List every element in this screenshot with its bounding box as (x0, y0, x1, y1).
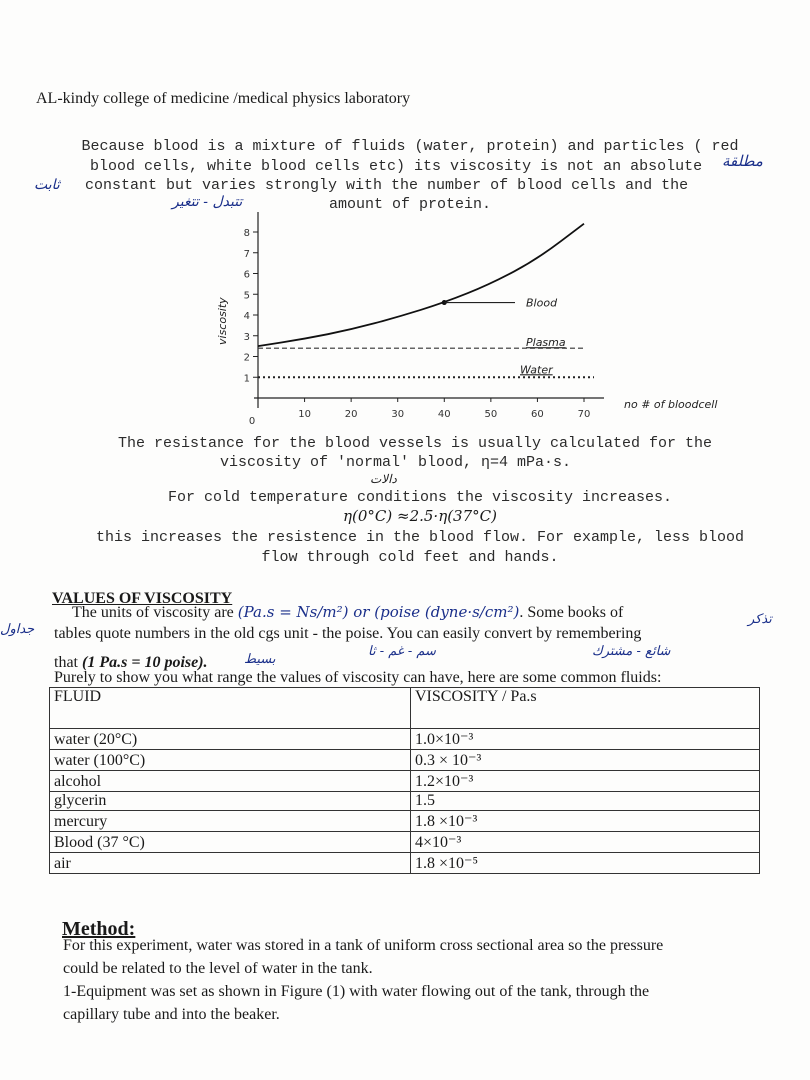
units-handwritten: (Pa.s = Ns/m²) or (poise (dyne·s/cm²) (237, 603, 520, 621)
fluid-cell: water (20°C) (50, 729, 411, 750)
table-row (50, 729, 760, 750)
cold-line-1: For cold temperature conditions the viscosity increases. (167, 489, 673, 506)
cold-line-2: this increases the resistence in the blood flow. For example, less blood (95, 529, 745, 546)
x-tick-label: 30 (391, 409, 405, 420)
method-line-2: could be related to the level of water in the tank. (63, 960, 373, 977)
series-label-plasma: Plasma (526, 336, 566, 350)
y-axis-label: viscosity (216, 297, 229, 345)
units-suffix: . Some books of (519, 604, 624, 621)
note-simple: بسيط (244, 652, 276, 667)
note-absolute: مطلقة (722, 152, 763, 170)
viscosity-chart (200, 206, 810, 436)
values-line-2: tables quote numbers in the old cgs unit - the poise. You can easily convert by remembering (54, 625, 642, 642)
method-line-4: capillary tube and into the beaker. (63, 1006, 280, 1023)
series-line-blood (258, 224, 584, 346)
resistance-line-2: viscosity of 'normal' blood, η=4 mPa·s. (220, 454, 572, 471)
fluid-cell: Blood (37 °C) (50, 832, 411, 853)
x-axis-label: no # of bloodcell (624, 398, 718, 411)
series-label-water: Water (520, 363, 553, 377)
intro-line-4: amount of protein. (328, 196, 492, 213)
viscosity-cell: 1.5 (411, 792, 760, 811)
table-row (50, 792, 760, 811)
method-line-1: For this experiment, water was stored in a tank of uniform cross sectional area so the pressure (63, 937, 664, 954)
table-row (50, 811, 760, 832)
series-label-blood: Blood (526, 296, 558, 310)
x-tick-label: 40 (437, 409, 451, 420)
x-origin-label: 0 (248, 416, 256, 427)
y-tick-label: 8 (243, 228, 250, 239)
table-row (50, 853, 760, 874)
cold-formula: η(0°C) ≈2.5·η(37°C) (343, 507, 497, 525)
x-tick-label: 70 (577, 409, 591, 420)
y-tick-label: 5 (243, 290, 250, 302)
fluid-cell: water (100°C) (50, 750, 411, 771)
x-tick-label: 20 (344, 409, 358, 420)
resistance-line-1: The resistance for the blood vessels is usually calculated for the (117, 435, 713, 452)
method-line-3: 1-Equipment was set as shown in Figure (1) with water flowing out of the tank, through the (63, 983, 650, 1000)
y-tick-label: 2 (243, 352, 250, 364)
table-header-fluid: FLUID (50, 688, 411, 729)
x-tick-label: 10 (298, 409, 311, 420)
viscosity-cell: 1.8 ×10⁻⁵ (411, 853, 760, 874)
note-tables: جداول (0, 622, 35, 637)
fluid-cell: mercury (50, 811, 411, 832)
x-tick-label: 60 (531, 409, 544, 420)
y-tick-label: 6 (243, 269, 250, 281)
note-functions: دالات (370, 472, 397, 486)
intro-line-2: blood cells, white blood cells etc) its viscosity is not an absolute (90, 158, 703, 175)
viscosity-cell: 4×10⁻³ (411, 832, 760, 853)
page-header: AL-kindy college of medicine /medical physics laboratory (36, 90, 411, 107)
table-row (50, 771, 760, 792)
viscosity-cell: 1.2×10⁻³ (411, 771, 760, 792)
conversion-emphasis: (1 Pa.s = 10 poise). (82, 654, 208, 671)
note-varies: تتبدل - تتغير (172, 194, 243, 210)
cold-line-3: flow through cold feet and hands. (261, 549, 559, 566)
note-common: شائع - مشترك (592, 644, 671, 659)
units-prefix: The units of viscosity are (72, 604, 234, 621)
note-constant: ثابت (34, 177, 60, 193)
y-tick-label: 7 (243, 248, 250, 260)
viscosity-cell: 1.8 ×10⁻³ (411, 811, 760, 832)
values-title: VALUES OF VISCOSITY (52, 590, 233, 607)
note-remember: تذكر (748, 612, 772, 627)
fluid-cell: air (50, 853, 411, 874)
table-row (50, 750, 760, 771)
y-tick-label: 4 (243, 311, 250, 322)
fluid-cell: glycerin (50, 792, 411, 811)
x-tick-label: 50 (484, 409, 498, 420)
method-title: Method: (62, 918, 136, 940)
viscosity-cell: 1.0×10⁻³ (411, 729, 760, 750)
y-tick-label: 1 (243, 373, 250, 385)
table-header-row (50, 688, 760, 729)
note-cgs-unit: سم - غم - ثا (368, 644, 436, 659)
viscosity-table (49, 687, 760, 874)
values-line-3-prefix: that (54, 654, 78, 671)
values-line-4: Purely to show you what range the values of viscosity can have, here are some common fluids: (54, 669, 662, 686)
intro-line-3: constant but varies strongly with the number of blood cells and the (85, 177, 689, 194)
fluid-cell: alcohol (50, 771, 411, 792)
viscosity-cell: 0.3 × 10⁻³ (411, 750, 760, 771)
y-tick-label: 3 (243, 331, 250, 343)
table-header-viscosity: VISCOSITY / Pa.s (411, 688, 760, 729)
table-row (50, 832, 760, 853)
units-line (72, 602, 623, 623)
intro-line-1: Because blood is a mixture of fluids (water, protein) and particles ( red (81, 138, 739, 155)
